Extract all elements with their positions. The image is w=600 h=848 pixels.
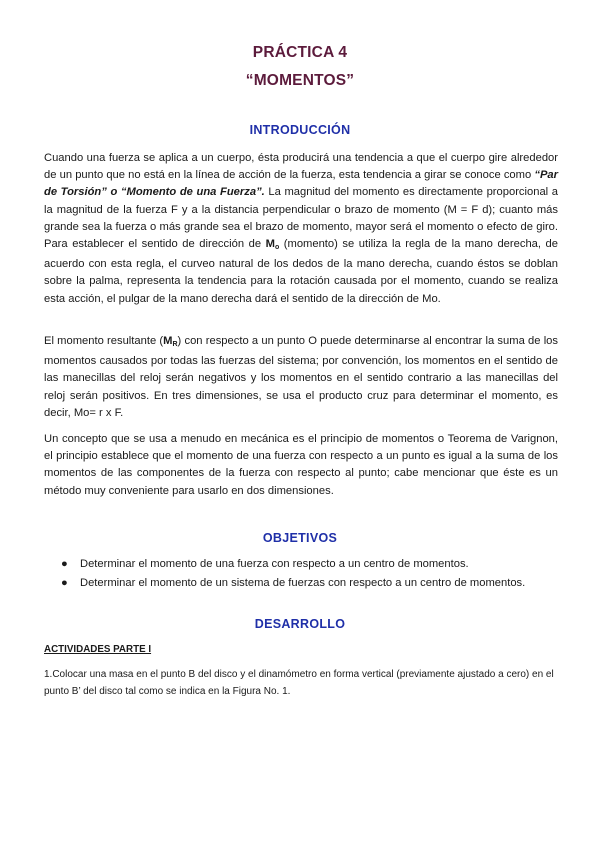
intro-p2-text-a: El momento resultante ( [44, 335, 164, 347]
objective-item: ● Determinar el momento de una fuerza con respecto a un centro de momentos. [44, 556, 558, 573]
bullet-icon: ● [61, 558, 68, 570]
desarrollo-heading: DESARROLLO [254, 617, 346, 631]
objectives-list [44, 556, 558, 593]
bullet-icon: ● [61, 576, 68, 589]
intro-paragraph-2 [44, 333, 558, 422]
intro-p1-text-a: Cuando una fuerza se aplica a un cuerpo, ésta producirá una tendencia a que el cuerpo gire alrededor de un punto que no está en la línea de acción de la fuerza, esta tendencia a girar se conoce como [44, 152, 558, 182]
objetivos-heading: OBJETIVOS [262, 531, 338, 545]
objective-item: ● Determinar el momento de un sistema de fuerzas con respecto a un centro de momentos. [44, 575, 558, 592]
intro-p1-text-b: La magnitud del momento es directamente proporcional a la magnitud de la fuerza F y a la distancia perpendicular o brazo de momento (M = F d); cuanto más grande sea la fuerza o más grande sea el brazo de momento, mayor será el momento o efecto de giro. Para establecer el sentido de dirección de [44, 186, 558, 251]
practice-title: PRÁCTICA 4 [252, 44, 348, 61]
activity-step-1: 1.Colocar una masa en el punto B del disco y el dinamómetro en forma vertical (previamente ajustado a cero) en el punto B’ del disco tal como se indica en la Figura No. 1. [44, 669, 554, 697]
intro-paragraph-3: Un concepto que se usa a menudo en mecánica es el principio de momentos o Teorema de Varignon, el principio establece que el momento de una fuerza con respecto a un punto es igual a la suma de los momentos de las componentes de la fuerza con respecto al punto; cabe mencionar que éste es un método muy conveniente para usarlo en dos dimensiones. [44, 433, 558, 497]
intro-paragraph-1 [44, 150, 558, 308]
actividades-heading: ACTIVIDADES PARTE I [44, 644, 152, 655]
moment-symbol: $M_o$ [265, 238, 280, 252]
intro-p2-text-b: ) con respecto a un punto O puede determinarse al encontrar la suma de los momentos causados por todas las fuerzas del sistema; por convención, los momentos en el sentido de las manecillas del reloj serán negativos y los momentos en el sentido contrario a las manecillas del reloj serán positivos. En tres dimensiones, se usa el producto cruz para determinar el momento, es decir, Mo= r x F. [44, 335, 558, 419]
practice-subtitle: “MOMENTOS” [245, 72, 355, 89]
introduccion-heading: INTRODUCCIÓN [249, 123, 351, 137]
resultant-moment-symbol: $M_R$ [163, 335, 178, 348]
intro-p1-text-c: (momento) se utiliza la regla de la mano derecha, de acuerdo con esta regla, el curveo natural de los dedos de la mano derecha, cuando éstos se doblan sobre la palma, representa la tendencia para la rotación causada por el momento, cuando se realiza esta acción, el pulgar de la mano derecha dará el sentido de la dirección de Mo. [44, 238, 559, 305]
intro-p1-emphasis: “Par de Torsión” o “Momento de una Fuerza”. [44, 169, 558, 199]
